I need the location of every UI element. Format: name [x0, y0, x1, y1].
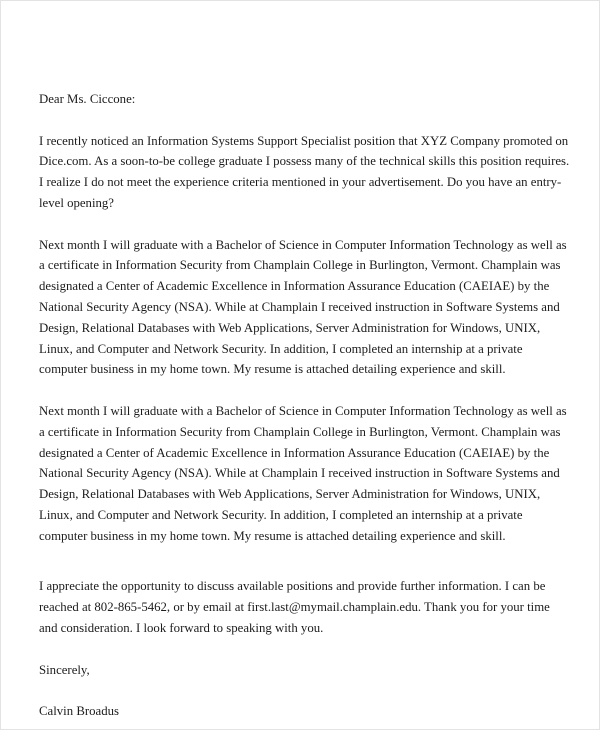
letter-body [39, 89, 571, 722]
paragraph-opening: I recently noticed an Information Systems Support Specialist position that XYZ Company promoted on Dice.com. As a soon-to-be college graduate I possess many of the technical skills this position requires. I realize I do not meet the experience criteria mentioned in your advertisement. Do you have an entry-level opening? [39, 133, 570, 210]
signature-name: Calvin Broadus [39, 704, 119, 719]
paragraph-education-first: Next month I will graduate with a Bachelor of Science in Computer Information Technology as well as a certificate in Information Security from Champlain College in Burlington, Vermont. Champlain was designated a Center of Academic Excellence in Information Assurance Education (CAEIAE) by the National Security Agency (NSA). While at Champlain I received instruction in Software Systems and Design, Relational Databases with Web Applications, Server Administration for Windows, UNIX, Linux, and Computer and Network Security. In addition, I completed an internship at a private computer business in my home town. My resume is attached detailing experience and skill. [39, 237, 567, 377]
paragraph-spacer [39, 567, 571, 576]
salutation: Dear Ms. Ciccone: [39, 92, 136, 106]
paragraph-closing-request: I appreciate the opportunity to discuss available positions and provide further information. I can be reached at 802-865-5462, or by email at first.last@mymail.champlain.edu. Thank you for your time and consideration. I look forward to speaking with you. [39, 579, 550, 635]
paragraph-education-second: Next month I will graduate with a Bachelor of Science in Computer Information Technology as well as a certificate in Information Security from Champlain College in Burlington, Vermont. Champlain was designated a Center of Academic Excellence in Information Assurance Education (CAEIAE) by the National Security Agency (NSA). While at Champlain I received instruction in Software Systems and Design, Relational Databases with Web Applications, Server Administration for Windows, UNIX, Linux, and Computer and Network Security. In addition, I completed an internship at a private computer business in my home town. My resume is attached detailing experience and skill. [39, 403, 567, 543]
closing-salutation: Sincerely, [39, 662, 90, 677]
